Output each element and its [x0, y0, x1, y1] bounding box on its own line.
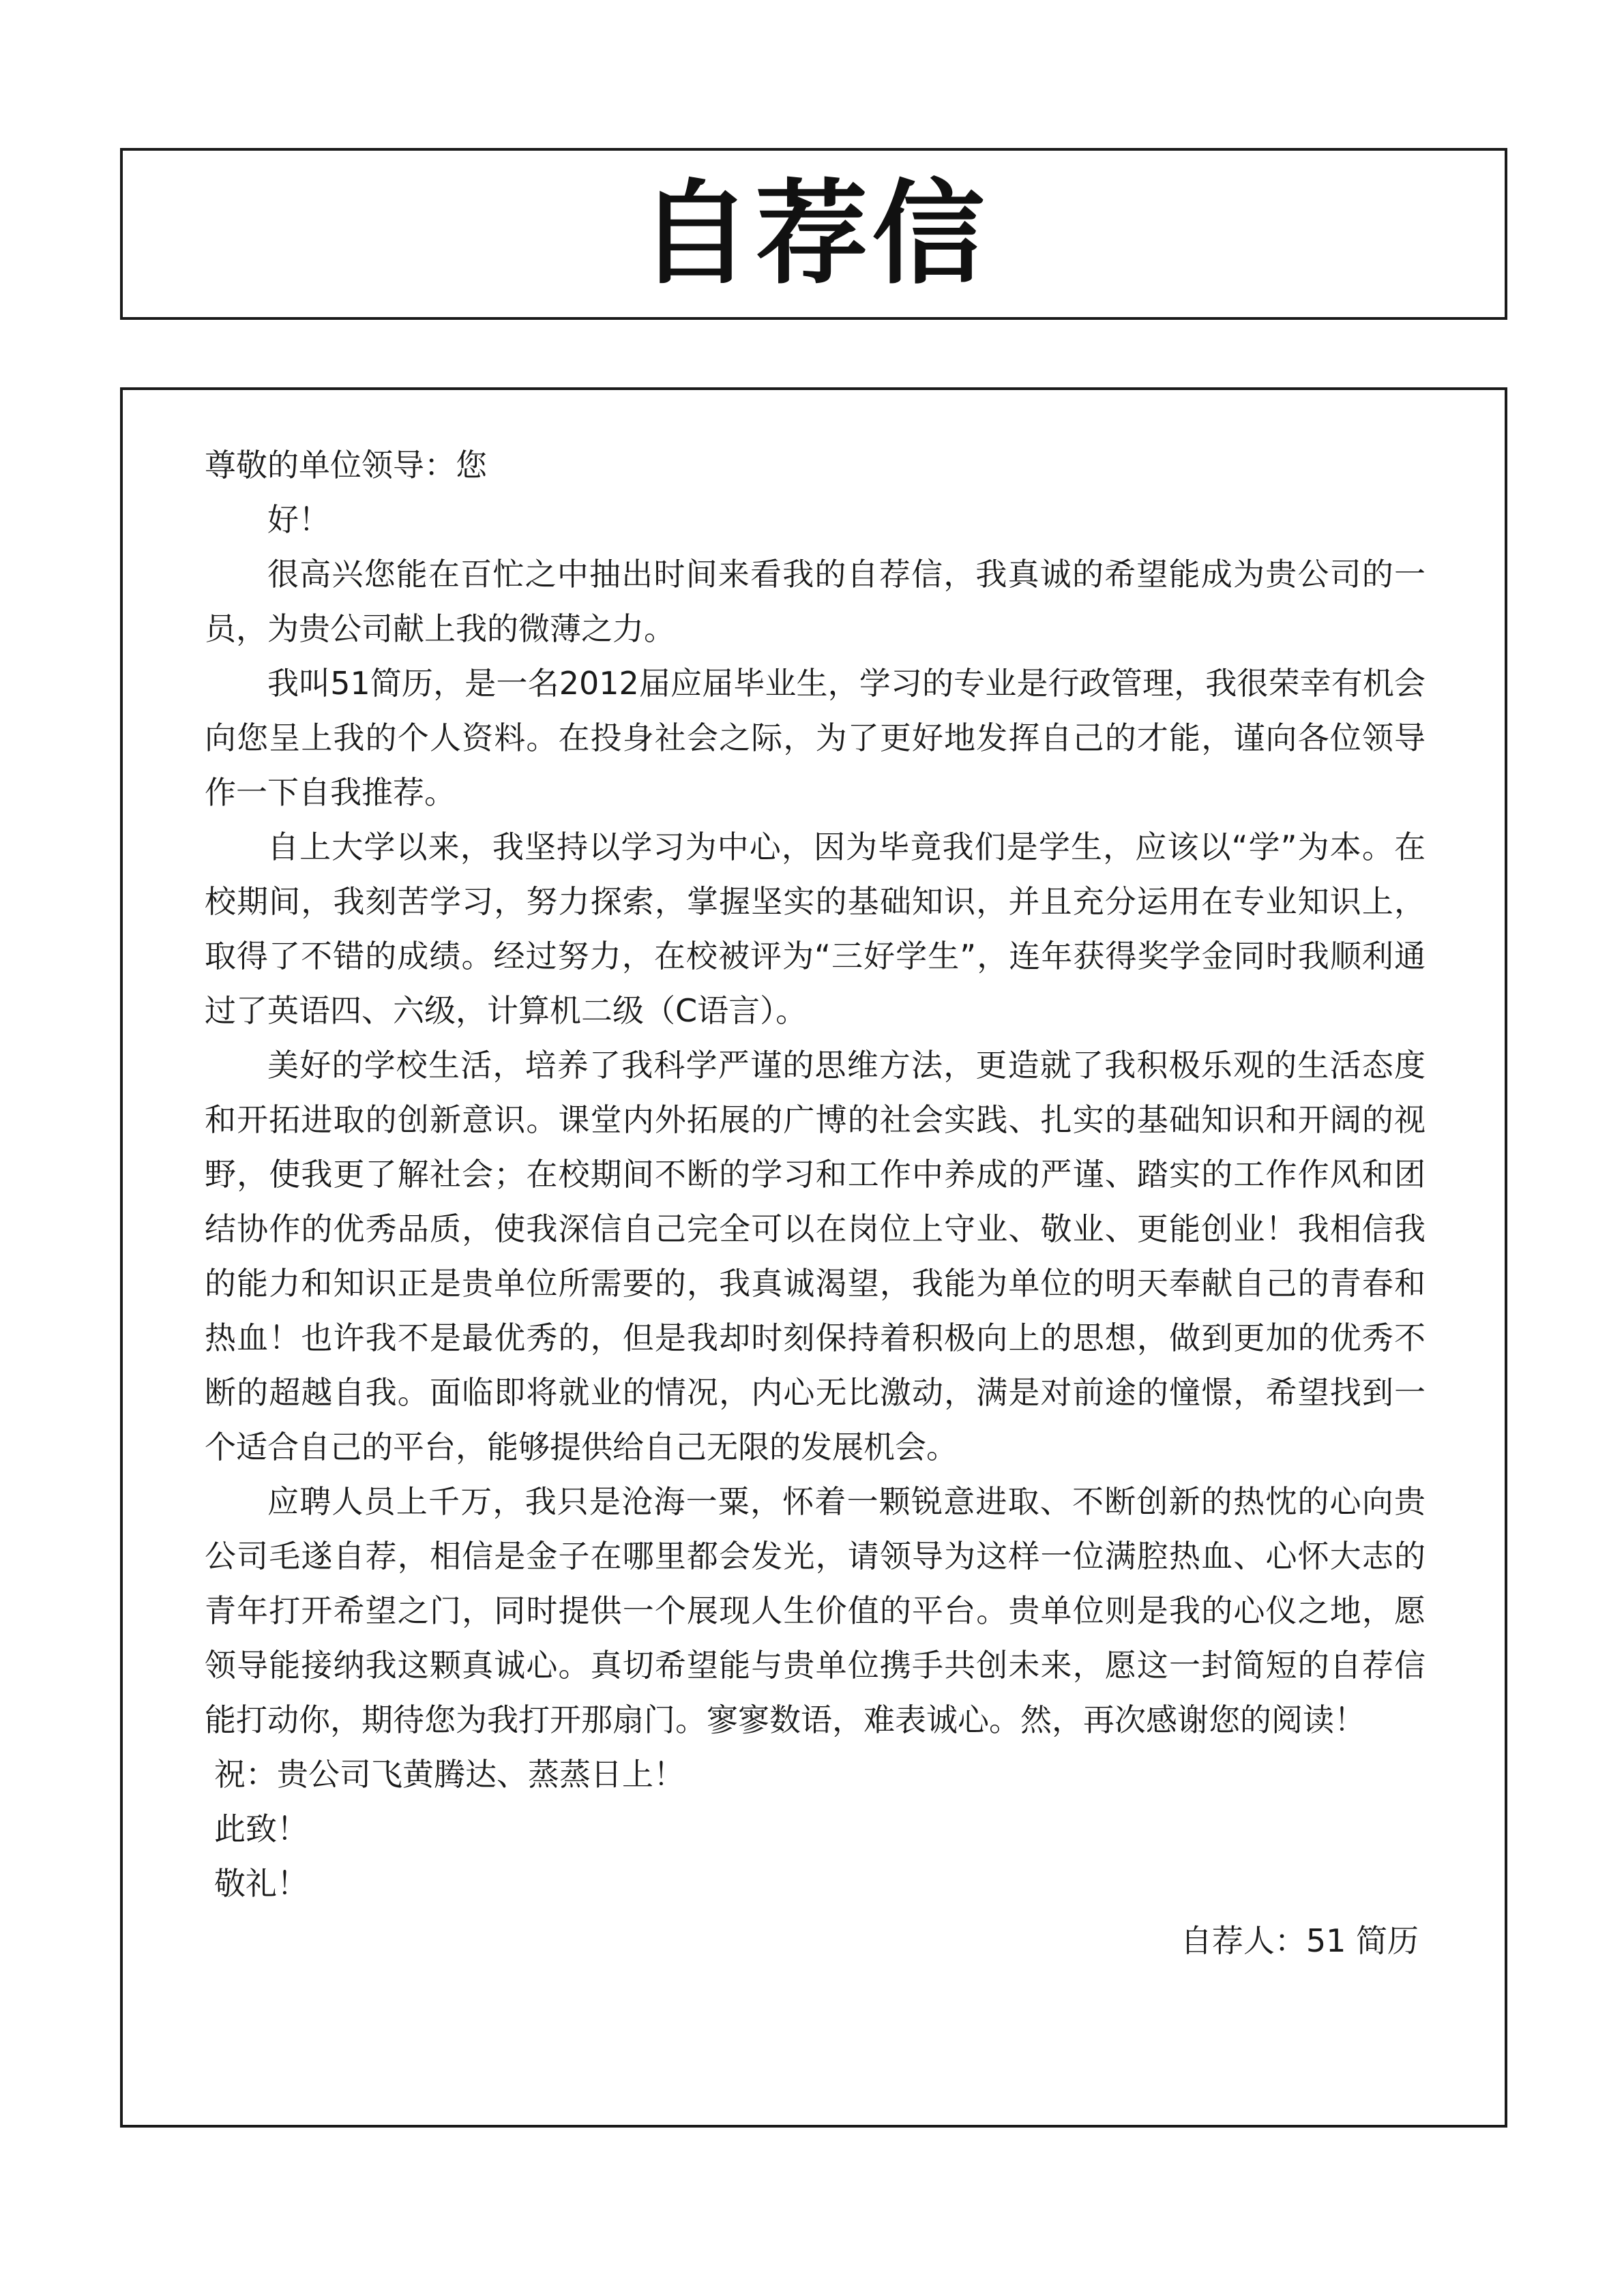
paragraph-3: 自上大学以来，我坚持以学习为中心，因为毕竟我们是学生，应该以“学”为本。在校期间，我刻苦学习，努力探索，掌握坚实的基础知识，并且充分运用在专业知识上，取得了不错的成绩。经过努力，在校被评为“三好学生”，连年获得奖学金同时我顺利通过了英语四、六级，计算机二级（C语言）。 — [205, 829, 1426, 1029]
paragraph-2: 我叫51简历，是一名2012届应届毕业生，学习的专业是行政管理，我很荣幸有机会向您呈上我的个人资料。在投身社会之际，为了更好地发挥自己的才能，谨向各位领导作一下自我推荐。 — [205, 665, 1426, 811]
paragraph-4: 美好的学校生活，培养了我科学严谨的思维方法，更造就了我积极乐观的生活态度和开拓进取的创新意识。课堂内外拓展的广博的社会实践、扎实的基础知识和开阔的视野，使我更了解社会；在校期间不断的学习和工作中养成的严谨、踏实的工作作风和团结协作的优秀品质，使我深信自己完全可以在岗位上守业、敬业、更能创业！我相信我的能力和知识正是贵单位所需要的，我真诚渴望，我能为单位的明天奉献自己的青春和热血！也许我不是最优秀的，但是我却时刻保持着积极向上的思想，做到更加的优秀不断的超越自我。面临即将就业的情况，内心无比激动，满是对前途的憧憬，希望找到一个适合自己的平台，能够提供给自己无限的发展机会。 — [205, 1047, 1426, 1465]
page-title: 自荐信 — [638, 168, 989, 299]
salutation: 尊敬的单位领导：您 — [205, 447, 487, 483]
paragraph-5: 应聘人员上千万，我只是沧海一粟，怀着一颗锐意进取、不断创新的热忱的心向贵公司毛遂自荐，相信是金子在哪里都会发光，请领导为这样一位满腔热血、心怀大志的青年打开希望之门，同时提供一个展现人生价值的平台。贵单位则是我的心仪之地，愿领导能接纳我这颗真诚心。真切希望能与贵单位携手共创未来，愿这一封简短的自荐信能打动你，期待您为我打开那扇门。寥寥数语，难表诚心。然，再次感谢您的阅读！ — [205, 1483, 1426, 1738]
letter-content — [205, 438, 1426, 1968]
closing-line-2: 敬礼！ — [214, 1865, 308, 1902]
letter-box — [120, 387, 1507, 2128]
wish-line: 祝：贵公司飞黄腾达、蒸蒸日上！ — [214, 1756, 685, 1793]
closing-line-1: 此致！ — [214, 1810, 308, 1847]
greeting: 好！ — [267, 501, 330, 538]
paragraph-1: 很高兴您能在百忙之中抽出时间来看我的自荐信，我真诚的希望能成为贵公司的一员，为贵公司献上我的微薄之力。 — [205, 556, 1426, 647]
signature: 自荐人：51 简历 — [1180, 1922, 1419, 1959]
title-box — [120, 148, 1507, 320]
